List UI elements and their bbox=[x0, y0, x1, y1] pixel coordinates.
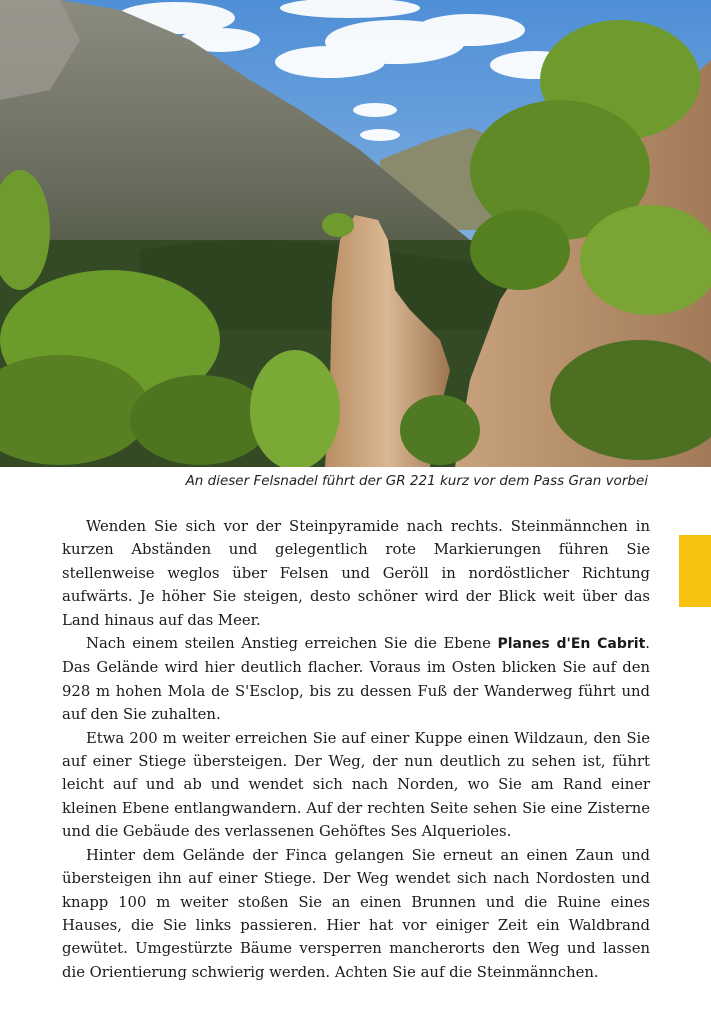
article-body bbox=[62, 515, 650, 984]
paragraph-3: Etwa 200 m weiter erreichen Sie auf einer Kuppe einen Wildzaun, den Sie auf einer Stiege übersteigen. Der Weg, der nun deutlich zu sehen ist, führt leicht auf und ab und wendet sich nach Norden, wo Sie am Rand einer kleinen Ebene entlangwandern. Auf der rechten Seite sehen Sie eine Zisterne und die Gebäude des verlassenen Gehöftes Ses Alquerioles. bbox=[62, 729, 650, 841]
paragraph-2-end: . Das Gelände wird hier deutlich flacher. Voraus im Osten blicken Sie auf den 928 m hohen Mola de S'Esclop, bis zu dessen Fuß der Wanderweg führt und auf den Sie zuhalten. bbox=[62, 635, 650, 724]
paragraph-2-start: Nach einem steilen Anstieg erreichen Sie die Ebene bbox=[86, 635, 498, 653]
landscape-photo bbox=[0, 0, 711, 467]
paragraph-1: Wenden Sie sich vor der Steinpyramide nach rechts. Steinmännchen in kurzen Abständen und gelegentlich rote Markierungen führen Sie stellenweise weglos über Felsen und Geröll in nordöstlicher Richtung aufwärts. Je höher Sie steigen, desto schöner wird der Blick weit über das Land hinaus auf das Meer. bbox=[62, 518, 650, 629]
photo-caption: An dieser Felsnadel führt der GR 221 kurz vor dem Pass Gran vorbei bbox=[185, 473, 648, 489]
paragraph-2 bbox=[62, 632, 650, 727]
paragraph-4: Hinter dem Gelände der Finca gelangen Sie erneut an einen Zaun und übersteigen ihn auf einer Stiege. Der Weg wendet sich nach Nordosten und knapp 100 m weiter stoßen Sie an einen Brunnen und die Ruine eines Hauses, die Sie links passieren. Hier hat vor einiger Zeit ein Waldbrand gewütet. Umgestürzte Bäume versperren mancherorts den Weg und lassen die Orientierung schwierig werden. Achten Sie auf die Steinmännchen. bbox=[62, 846, 650, 981]
place-name-planes-den-cabrit: Planes d'En Cabrit bbox=[497, 636, 646, 653]
felsnadel-illustration bbox=[0, 0, 711, 467]
chapter-color-tab bbox=[679, 535, 711, 607]
